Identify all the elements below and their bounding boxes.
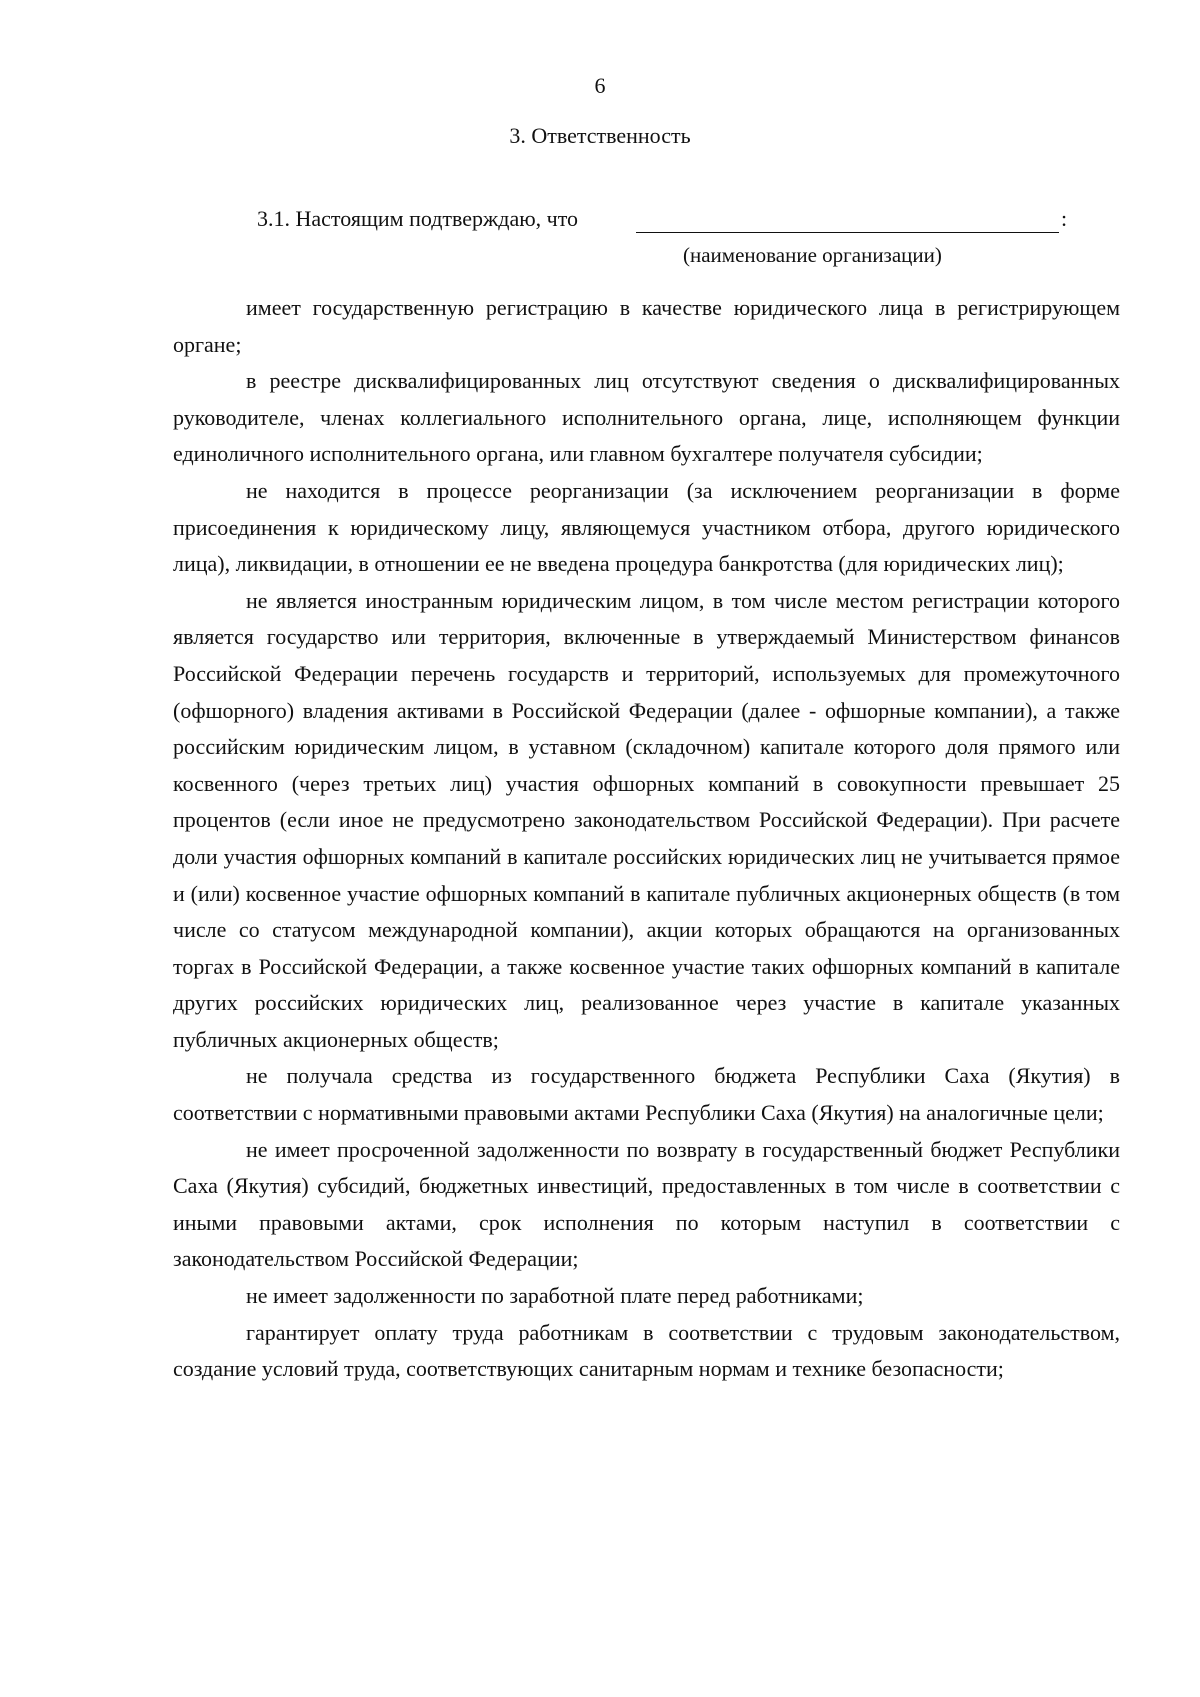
- paragraph-disqualified-registry: в реестре дисквалифицированных лиц отсутствуют сведения о дисквалифицированных руководителе, членах коллегиального исполнительного органа, лице, исполняющем функции единоличного исполнительного органа, или главном бухгалтере получателя субсидии;: [173, 368, 1120, 467]
- section-title: 3. Ответственность: [509, 123, 691, 148]
- confirm-colon: :: [1061, 206, 1068, 231]
- paragraph-budget-funds: не получала средства из государственного бюджета Республики Саха (Якутия) в соответствии с нормативными правовыми актами Республики Саха (Якутия) на аналогичные цели;: [173, 1063, 1120, 1126]
- organization-name-blank: [636, 232, 1059, 233]
- paragraph-overdue-debt: не имеет просроченной задолженности по возврату в государственный бюджет Республики Саха (Якутия) субсидий, бюджетных инвестиций, предоставленных в том числе в соответствии с иными правовыми актами, срок исполнения по которым наступил в соответствии с законодательством Российской Федерации;: [173, 1136, 1120, 1272]
- responsibility-list: [173, 290, 1120, 1388]
- organization-name-caption: (наименование организации): [683, 243, 942, 267]
- paragraph-reorganization: не находится в процессе реорганизации (за исключением реорганизации в форме присоединения к юридическому лицу, являющемуся участником отбора, другого юридического лица), ликвидации, в отношении ее не введена процедура банкротства (для юридических лиц);: [173, 477, 1120, 577]
- confirm-statement: 3.1. Настоящим подтверждаю, что: [257, 206, 579, 231]
- page-number: 6: [594, 73, 606, 98]
- paragraph-offshore-companies: не является иностранным юридическим лицом, в том числе местом регистрации которого является государство или территория, включенные в утверждаемый Министерством финансов Российской Федерации перечень государств и территорий, используемых для промежуточного (офшорного) владения активами в Российской Федерации (далее - офшорные компании), а также российским юридическим лицом, в уставном (складочном) капитале которого доля прямого или косвенного (через третьих лиц) участия офшорных компаний в совокупности превышает 25 процентов (если иное не предусмотрено законодательством Российской Федерации). При расчете доли участия офшорных компаний в капитале российских юридических лиц не учитывается прямое и (или) косвенное участие офшорных компаний в капитале публичных акционерных обществ (в том числе со статусом международной компании), акции которых обращаются на организованных торгах в Российской Федерации, а также косвенное участие таких офшорных компаний в капитале других российских юридических лиц, реализованное через участие в капитале указанных публичных акционерных обществ;: [173, 587, 1120, 1052]
- paragraph-labor-guarantee: гарантирует оплату труда работникам в соответствии с трудовым законодательством, создание условий труда, соответствующих санитарным нормам и технике безопасности;: [173, 1319, 1120, 1382]
- paragraph-state-registration: имеет государственную регистрацию в качестве юридического лица в регистрирующем органе;: [173, 295, 1120, 357]
- paragraph-wage-debt: не имеет задолженности по заработной плате перед работниками;: [246, 1283, 864, 1309]
